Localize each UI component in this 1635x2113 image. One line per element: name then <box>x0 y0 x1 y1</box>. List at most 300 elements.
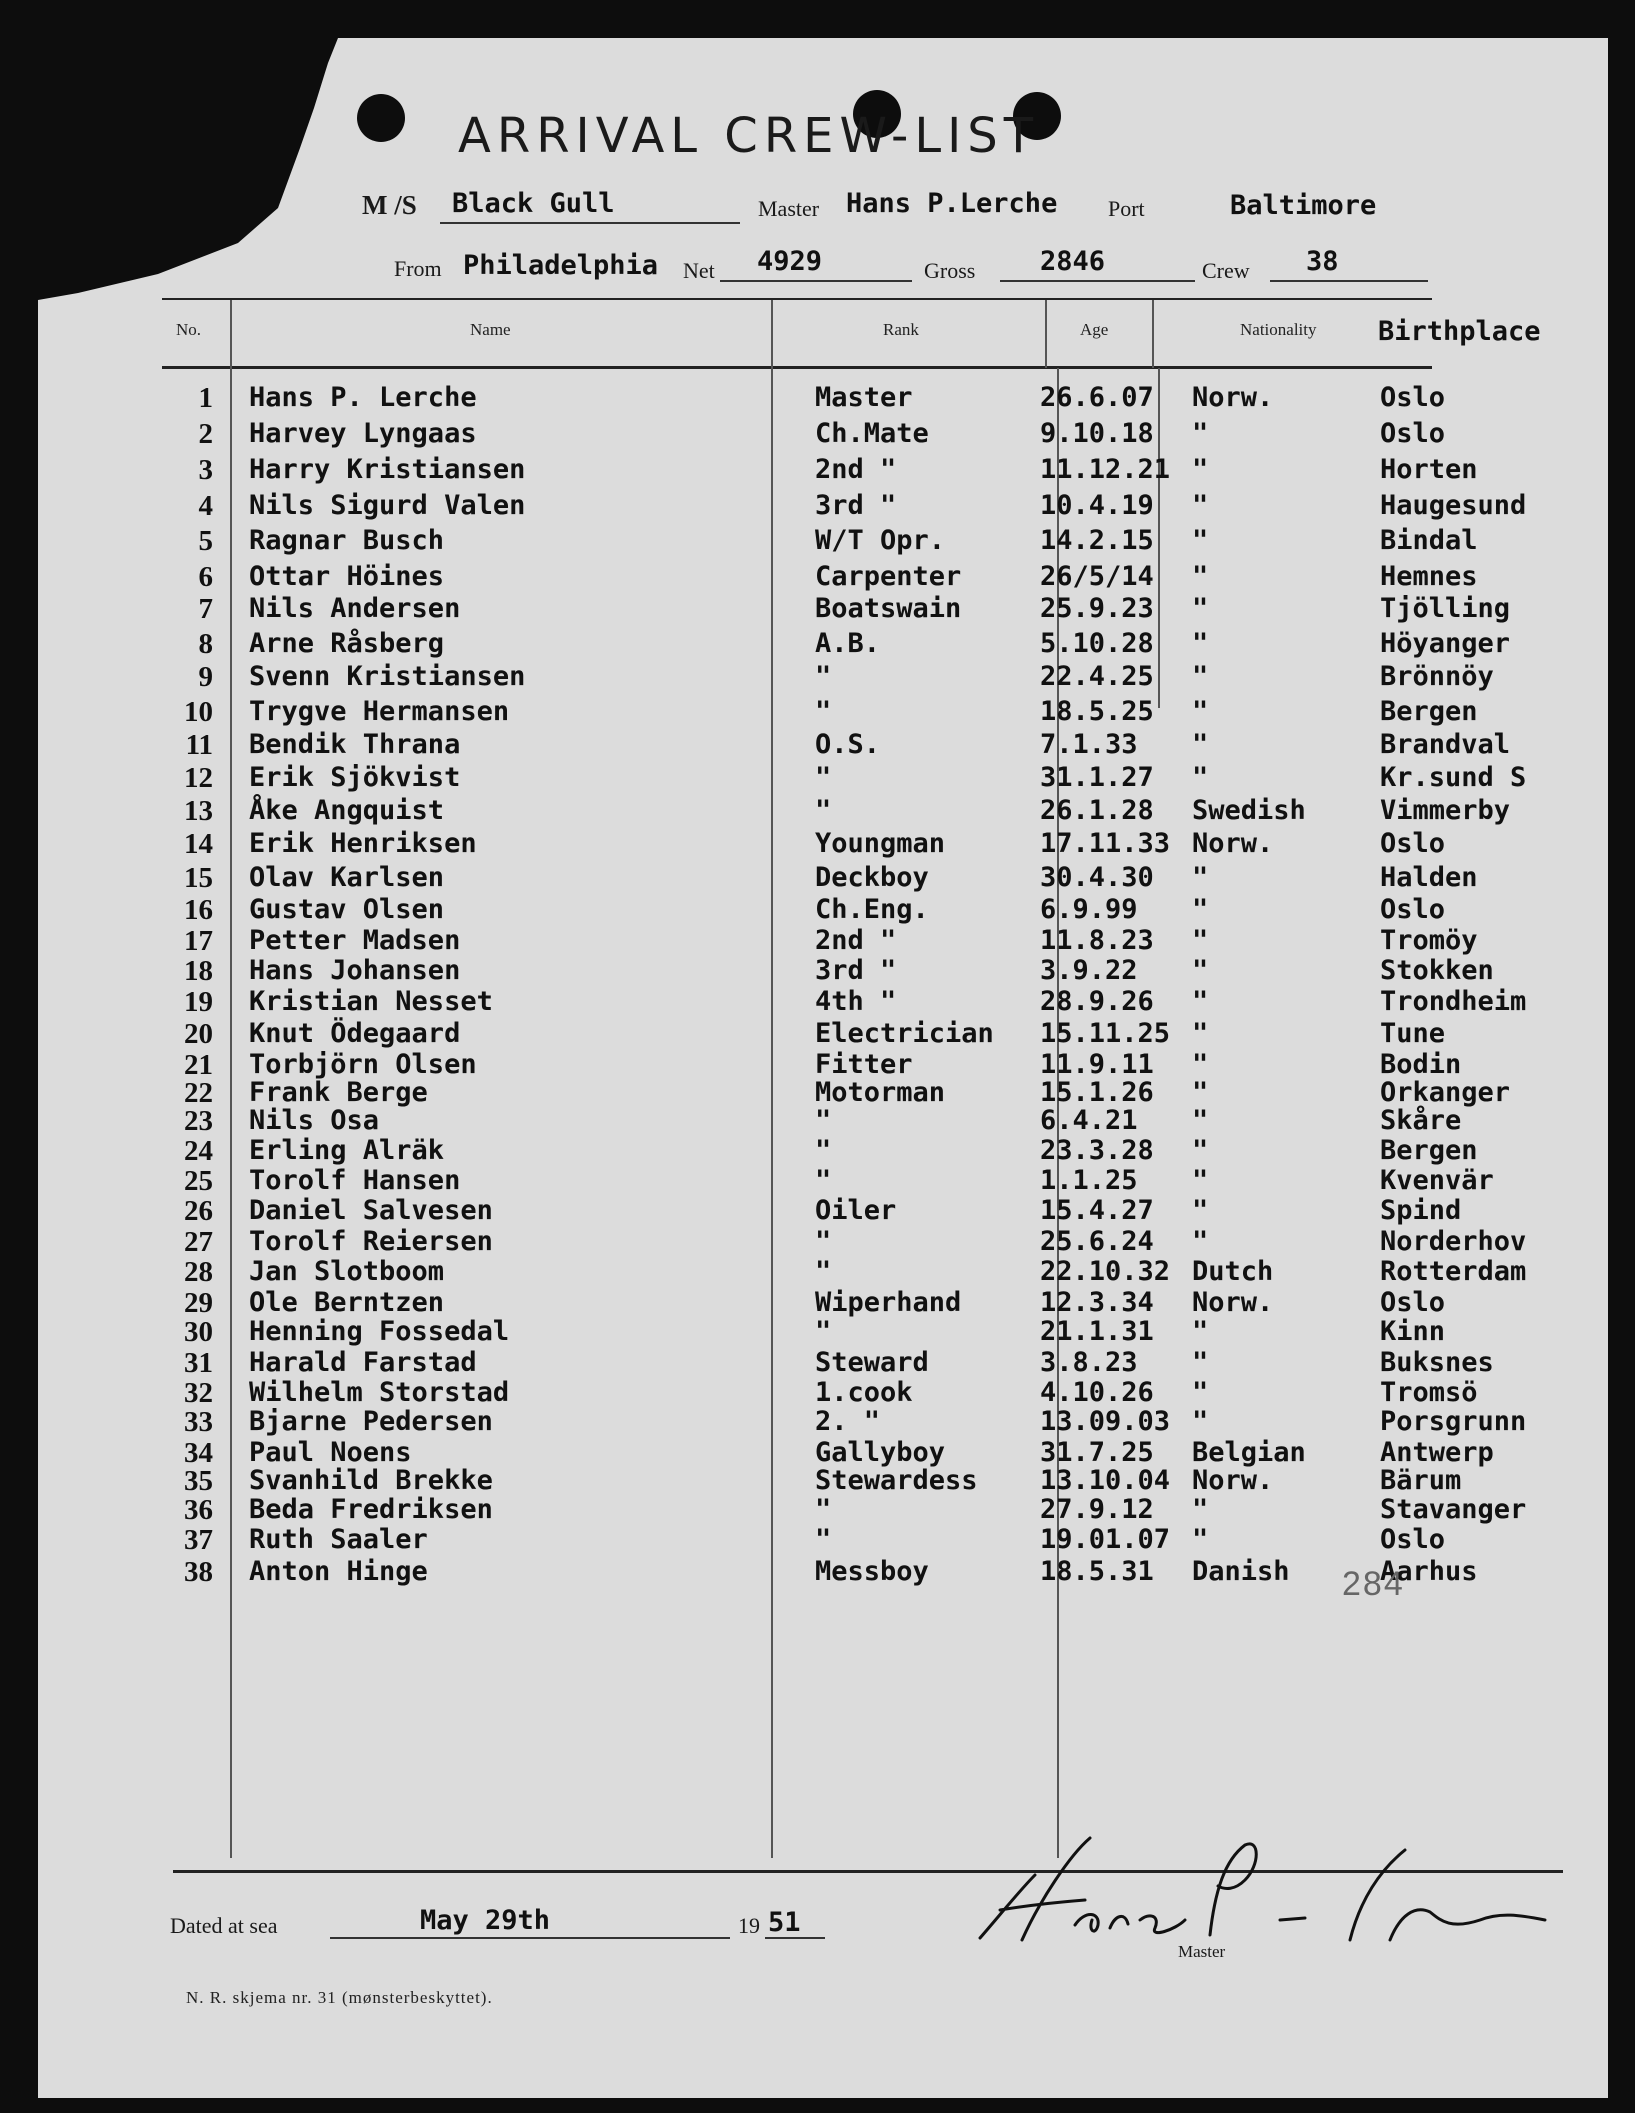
net-line <box>720 280 912 282</box>
cell-birthplace: Rotterdam <box>1380 1256 1527 1287</box>
cell-name: Hans Johansen <box>249 955 461 986</box>
cell-age: 18.5.31 <box>1040 1556 1154 1587</box>
master-signature <box>960 1820 1560 1960</box>
cell-name: Bjarne Pedersen <box>249 1406 493 1437</box>
cell-name: Ruth Saaler <box>249 1524 428 1555</box>
cell-age: 5.10.28 <box>1040 628 1154 659</box>
cell-no: 33 <box>184 1406 213 1438</box>
cell-name: Harry Kristiansen <box>249 454 526 485</box>
cell-name: Anton Hinge <box>249 1556 428 1587</box>
date-line <box>330 1937 730 1939</box>
cell-no: 26 <box>184 1195 213 1227</box>
cell-no: 7 <box>198 593 213 625</box>
table-row <box>0 1105 1635 1135</box>
col-header-age: Age <box>1080 320 1109 339</box>
cell-birthplace: Bergen <box>1380 1135 1478 1166</box>
cell-age: 15.4.27 <box>1040 1195 1154 1226</box>
cell-age: 12.3.34 <box>1040 1287 1154 1318</box>
cell-name: Torolf Reiersen <box>249 1226 493 1257</box>
cell-birthplace: Horten <box>1380 454 1478 485</box>
cell-rank: W/T Opr. <box>815 525 946 556</box>
gross-line <box>1000 280 1195 282</box>
cell-name: Frank Berge <box>249 1077 428 1108</box>
cell-rank: 2. " <box>815 1406 881 1437</box>
cell-age: 21.1.31 <box>1040 1316 1154 1347</box>
cell-nationality: " <box>1192 1406 1209 1437</box>
cell-no: 8 <box>198 628 213 660</box>
cell-no: 20 <box>184 1018 213 1050</box>
table-row <box>0 862 1635 892</box>
cell-age: 4.10.26 <box>1040 1377 1154 1408</box>
cell-name: Harald Farstad <box>249 1347 477 1378</box>
cell-rank: 2nd " <box>815 925 897 956</box>
cell-age: 31.7.25 <box>1040 1437 1154 1468</box>
table-row <box>0 1465 1635 1495</box>
cell-nationality: " <box>1192 1018 1209 1049</box>
page-stamp-number: 284 <box>1342 1565 1405 1603</box>
cell-no: 14 <box>184 828 213 860</box>
cell-nationality: " <box>1192 696 1209 727</box>
cell-no: 38 <box>184 1556 213 1588</box>
cell-name: Svenn Kristiansen <box>249 661 526 692</box>
cell-name: Bendik Thrana <box>249 729 461 760</box>
table-row <box>0 955 1635 985</box>
cell-birthplace: Antwerp <box>1380 1437 1494 1468</box>
cell-no: 6 <box>198 561 213 593</box>
table-row <box>0 1018 1635 1048</box>
cell-name: Erling Alräk <box>249 1135 445 1166</box>
cell-age: 18.5.25 <box>1040 696 1154 727</box>
cell-no: 34 <box>184 1437 213 1469</box>
cell-nationality: " <box>1192 762 1209 793</box>
cell-rank: Steward <box>815 1347 929 1378</box>
cell-no: 15 <box>184 862 213 894</box>
cell-name: Nils Osa <box>249 1105 380 1136</box>
cell-no: 10 <box>184 696 213 728</box>
cell-nationality: " <box>1192 1494 1209 1525</box>
col-header-rank: Rank <box>883 320 919 339</box>
table-row <box>0 418 1635 448</box>
cell-birthplace: Tromöy <box>1380 925 1478 956</box>
cell-no: 12 <box>184 762 213 794</box>
cell-nationality: " <box>1192 561 1209 592</box>
cell-nationality: " <box>1192 986 1209 1017</box>
cell-nationality: Dutch <box>1192 1256 1274 1287</box>
cell-nationality: " <box>1192 418 1209 449</box>
cell-nationality: " <box>1192 729 1209 760</box>
cell-no: 17 <box>184 925 213 957</box>
cell-rank: Carpenter <box>815 561 962 592</box>
cell-nationality: Danish <box>1192 1556 1290 1587</box>
cell-birthplace: Brönnöy <box>1380 661 1494 692</box>
ship-name: Black Gull <box>452 188 615 219</box>
net-tonnage: 4929 <box>757 246 823 277</box>
table-row <box>0 1524 1635 1554</box>
cell-age: 31.1.27 <box>1040 762 1154 793</box>
crew-label: Crew <box>1202 258 1250 283</box>
table-row <box>0 795 1635 825</box>
cell-no: 32 <box>184 1377 213 1409</box>
cell-rank: " <box>815 1524 832 1555</box>
cell-no: 36 <box>184 1494 213 1526</box>
punch-hole-left <box>357 94 405 142</box>
cell-no: 27 <box>184 1226 213 1258</box>
cell-nationality: " <box>1192 1377 1209 1408</box>
cell-birthplace: Tromsö <box>1380 1377 1478 1408</box>
cell-rank: Master <box>815 382 913 413</box>
cell-name: Ole Berntzen <box>249 1287 445 1318</box>
cell-birthplace: Stavanger <box>1380 1494 1527 1525</box>
cell-no: 29 <box>184 1287 213 1319</box>
cell-birthplace: Norderhov <box>1380 1226 1527 1257</box>
cell-nationality: " <box>1192 862 1209 893</box>
table-row <box>0 1049 1635 1079</box>
cell-rank: Fitter <box>815 1049 913 1080</box>
cell-name: Harvey Lyngaas <box>249 418 477 449</box>
cell-no: 16 <box>184 894 213 926</box>
table-row <box>0 925 1635 955</box>
table-row <box>0 454 1635 484</box>
cell-nationality: " <box>1192 1135 1209 1166</box>
cell-name: Hans P. Lerche <box>249 382 477 413</box>
table-row <box>0 490 1635 520</box>
cell-rank: Stewardess <box>815 1465 978 1496</box>
cell-birthplace: Aarhus <box>1380 1556 1478 1587</box>
cell-nationality: " <box>1192 1049 1209 1080</box>
table-row <box>0 661 1635 691</box>
table-row <box>0 696 1635 726</box>
cell-nationality: " <box>1192 490 1209 521</box>
cell-nationality: Norw. <box>1192 382 1274 413</box>
cell-birthplace: Bindal <box>1380 525 1478 556</box>
cell-birthplace: Oslo <box>1380 1524 1446 1555</box>
table-row <box>0 561 1635 591</box>
cell-age: 27.9.12 <box>1040 1494 1154 1525</box>
cell-birthplace: Kinn <box>1380 1316 1446 1347</box>
cell-no: 1 <box>198 382 213 414</box>
cell-age: 23.3.28 <box>1040 1135 1154 1166</box>
cell-age: 1.1.25 <box>1040 1165 1138 1196</box>
cell-age: 30.4.30 <box>1040 862 1154 893</box>
cell-no: 22 <box>184 1077 213 1109</box>
cell-rank: 3rd " <box>815 955 897 986</box>
table-row <box>0 729 1635 759</box>
cell-no: 25 <box>184 1165 213 1197</box>
cell-nationality: " <box>1192 1316 1209 1347</box>
cell-age: 6.4.21 <box>1040 1105 1138 1136</box>
port-label: Port <box>1108 196 1145 221</box>
cell-birthplace: Höyanger <box>1380 628 1511 659</box>
crew-count: 38 <box>1306 246 1339 277</box>
col-header-nationality: Nationality <box>1240 320 1317 339</box>
cell-name: Svanhild Brekke <box>249 1465 493 1496</box>
cell-age: 13.09.03 <box>1040 1406 1171 1437</box>
from-label: From <box>394 256 442 281</box>
form-reference: N. R. skjema nr. 31 (mønsterbeskyttet). <box>186 1988 493 2007</box>
cell-age: 19.01.07 <box>1040 1524 1171 1555</box>
column-divider-rank <box>1045 300 1047 368</box>
gross-label: Gross <box>924 258 976 283</box>
net-label: Net <box>683 258 715 283</box>
table-row <box>0 1195 1635 1225</box>
cell-no: 19 <box>184 986 213 1018</box>
cell-rank: " <box>815 1105 832 1136</box>
cell-rank: Gallyboy <box>815 1437 946 1468</box>
cell-nationality: " <box>1192 1077 1209 1108</box>
table-row <box>0 1077 1635 1107</box>
cell-name: Daniel Salvesen <box>249 1195 493 1226</box>
cell-name: Petter Madsen <box>249 925 461 956</box>
cell-rank: " <box>815 1494 832 1525</box>
table-header-rule <box>162 366 1432 369</box>
cell-name: Olav Karlsen <box>249 862 445 893</box>
cell-birthplace: Oslo <box>1380 1287 1446 1318</box>
cell-name: Ottar Höines <box>249 561 445 592</box>
cell-age: 9.10.18 <box>1040 418 1154 449</box>
gross-tonnage: 2846 <box>1040 246 1106 277</box>
cell-age: 25.9.23 <box>1040 593 1154 624</box>
cell-birthplace: Tune <box>1380 1018 1446 1049</box>
cell-rank: " <box>815 1226 832 1257</box>
cell-nationality: " <box>1192 628 1209 659</box>
cell-nationality: " <box>1192 1347 1209 1378</box>
cell-age: 14.2.15 <box>1040 525 1154 556</box>
cell-no: 3 <box>198 454 213 486</box>
cell-no: 28 <box>184 1256 213 1288</box>
cell-nationality: " <box>1192 454 1209 485</box>
cell-nationality: Norw. <box>1192 828 1274 859</box>
cell-rank: Ch.Eng. <box>815 894 929 925</box>
cell-rank: " <box>815 1316 832 1347</box>
table-row <box>0 1437 1635 1467</box>
from-port: Philadelphia <box>463 250 659 281</box>
cell-birthplace: Bergen <box>1380 696 1478 727</box>
cell-name: Erik Henriksen <box>249 828 477 859</box>
cell-no: 11 <box>185 729 213 761</box>
cell-birthplace: Kr.sund S <box>1380 762 1527 793</box>
cell-nationality: " <box>1192 661 1209 692</box>
table-row <box>0 1287 1635 1317</box>
cell-name: Henning Fossedal <box>249 1316 510 1347</box>
table-row <box>0 1316 1635 1346</box>
cell-name: Torbjörn Olsen <box>249 1049 477 1080</box>
cell-no: 24 <box>184 1135 213 1167</box>
cell-birthplace: Spind <box>1380 1195 1462 1226</box>
cell-rank: Boatswain <box>815 593 962 624</box>
year-suffix: 51 <box>768 1907 801 1938</box>
cell-nationality: Norw. <box>1192 1287 1274 1318</box>
cell-birthplace: Hemnes <box>1380 561 1478 592</box>
cell-rank: " <box>815 762 832 793</box>
table-row <box>0 1256 1635 1286</box>
cell-name: Erik Sjökvist <box>249 762 461 793</box>
cell-name: Ragnar Busch <box>249 525 445 556</box>
col-header-name: Name <box>470 320 511 339</box>
master-name: Hans P.Lerche <box>846 188 1058 219</box>
cell-rank: 4th " <box>815 986 897 1017</box>
cell-birthplace: Kvenvär <box>1380 1165 1494 1196</box>
cell-rank: 3rd " <box>815 490 897 521</box>
cell-rank: Messboy <box>815 1556 929 1587</box>
cell-name: Arne Råsberg <box>249 628 445 659</box>
cell-rank: " <box>815 1165 832 1196</box>
cell-name: Kristian Nesset <box>249 986 493 1017</box>
cell-no: 30 <box>184 1316 213 1348</box>
cell-birthplace: Buksnes <box>1380 1347 1494 1378</box>
cell-age: 25.6.24 <box>1040 1226 1154 1257</box>
cell-rank: Motorman <box>815 1077 946 1108</box>
cell-birthplace: Tjölling <box>1380 593 1511 624</box>
cell-rank: 2nd " <box>815 454 897 485</box>
cell-rank: " <box>815 696 832 727</box>
year-line <box>765 1937 825 1939</box>
table-row <box>0 1347 1635 1377</box>
table-row <box>0 593 1635 623</box>
cell-rank: Youngman <box>815 828 946 859</box>
cell-birthplace: Skåre <box>1380 1105 1462 1136</box>
table-row <box>0 1377 1635 1407</box>
cell-nationality: Swedish <box>1192 795 1306 826</box>
cell-age: 11.9.11 <box>1040 1049 1154 1080</box>
cell-nationality: " <box>1192 593 1209 624</box>
cell-birthplace: Oslo <box>1380 828 1446 859</box>
cell-rank: Deckboy <box>815 862 929 893</box>
col-header-no: No. <box>176 320 202 339</box>
cell-name: Gustav Olsen <box>249 894 445 925</box>
table-row <box>0 1226 1635 1256</box>
cell-no: 9 <box>198 661 213 693</box>
cell-age: 13.10.04 <box>1040 1465 1171 1496</box>
ship-name-line <box>440 222 740 224</box>
col-header-birthplace: Birthplace <box>1378 316 1541 347</box>
cell-rank: 1.cook <box>815 1377 913 1408</box>
cell-age: 3.9.22 <box>1040 955 1138 986</box>
port-value: Baltimore <box>1230 190 1377 221</box>
cell-name: Jan Slotboom <box>249 1256 445 1287</box>
cell-rank: Oiler <box>815 1195 897 1226</box>
cell-age: 11.12.21 <box>1040 454 1171 485</box>
cell-name: Beda Fredriksen <box>249 1494 493 1525</box>
cell-rank: Ch.Mate <box>815 418 929 449</box>
cell-age: 7.1.33 <box>1040 729 1138 760</box>
column-divider-age <box>1152 300 1154 368</box>
master-signature-label: Master <box>1178 1942 1226 1961</box>
cell-nationality: " <box>1192 1524 1209 1555</box>
cell-nationality: " <box>1192 1165 1209 1196</box>
ms-label: M /S <box>362 190 417 220</box>
cell-nationality: " <box>1192 955 1209 986</box>
cell-no: 35 <box>184 1465 213 1497</box>
cell-name: Torolf Hansen <box>249 1165 461 1196</box>
master-label: Master <box>758 196 820 221</box>
cell-nationality: Belgian <box>1192 1437 1306 1468</box>
cell-no: 18 <box>184 955 213 987</box>
cell-no: 4 <box>198 490 213 522</box>
cell-birthplace: Oslo <box>1380 382 1446 413</box>
cell-rank: " <box>815 1135 832 1166</box>
cell-birthplace: Oslo <box>1380 894 1446 925</box>
cell-name: Wilhelm Storstad <box>249 1377 510 1408</box>
cell-age: 10.4.19 <box>1040 490 1154 521</box>
table-row <box>0 628 1635 658</box>
table-row <box>0 525 1635 555</box>
cell-age: 11.8.23 <box>1040 925 1154 956</box>
cell-rank: Electrician <box>815 1018 994 1049</box>
cell-birthplace: Halden <box>1380 862 1478 893</box>
cell-birthplace: Bodin <box>1380 1049 1462 1080</box>
cell-age: 26.6.07 <box>1040 382 1154 413</box>
cell-nationality: " <box>1192 894 1209 925</box>
table-row <box>0 762 1635 792</box>
cell-no: 23 <box>184 1105 213 1137</box>
cell-no: 21 <box>184 1049 213 1081</box>
cell-name: Nils Sigurd Valen <box>249 490 526 521</box>
cell-nationality: " <box>1192 525 1209 556</box>
cell-nationality: " <box>1192 1226 1209 1257</box>
table-row <box>0 986 1635 1016</box>
table-row <box>0 1406 1635 1436</box>
crew-line <box>1270 280 1428 282</box>
table-row <box>0 894 1635 924</box>
cell-name: Knut Ödegaard <box>249 1018 461 1049</box>
cell-no: 37 <box>184 1524 213 1556</box>
table-top-rule <box>162 298 1432 300</box>
cell-name: Åke Angquist <box>249 795 445 826</box>
table-row <box>0 382 1635 412</box>
cell-birthplace: Oslo <box>1380 418 1446 449</box>
table-row <box>0 1494 1635 1524</box>
cell-nationality: " <box>1192 1105 1209 1136</box>
cell-nationality: " <box>1192 1195 1209 1226</box>
cell-rank: " <box>815 1256 832 1287</box>
cell-age: 22.4.25 <box>1040 661 1154 692</box>
cell-birthplace: Porsgrunn <box>1380 1406 1527 1437</box>
table-row <box>0 1165 1635 1195</box>
cell-birthplace: Orkanger <box>1380 1077 1511 1108</box>
cell-age: 26/5/14 <box>1040 561 1154 592</box>
cell-no: 5 <box>198 525 213 557</box>
cell-nationality: " <box>1192 925 1209 956</box>
cell-rank: " <box>815 795 832 826</box>
dated-label: Dated at sea <box>170 1913 278 1938</box>
cell-birthplace: Brandval <box>1380 729 1511 760</box>
table-row <box>0 828 1635 858</box>
cell-rank: A.B. <box>815 628 881 659</box>
cell-no: 2 <box>198 418 213 450</box>
cell-birthplace: Stokken <box>1380 955 1494 986</box>
cell-birthplace: Bärum <box>1380 1465 1462 1496</box>
dated-value: May 29th <box>420 1905 551 1936</box>
document-title: ARRIVAL CREW-LIST <box>458 108 1040 164</box>
cell-age: 22.10.32 <box>1040 1256 1171 1287</box>
table-row <box>0 1135 1635 1165</box>
year-prefix: 19 <box>738 1913 760 1938</box>
cell-no: 31 <box>184 1347 213 1379</box>
cell-name: Trygve Hermansen <box>249 696 510 727</box>
cell-age: 15.1.26 <box>1040 1077 1154 1108</box>
cell-rank: " <box>815 661 832 692</box>
cell-no: 13 <box>184 795 213 827</box>
cell-age: 3.8.23 <box>1040 1347 1138 1378</box>
cell-name: Nils Andersen <box>249 593 461 624</box>
cell-age: 6.9.99 <box>1040 894 1138 925</box>
cell-age: 28.9.26 <box>1040 986 1154 1017</box>
cell-age: 15.11.25 <box>1040 1018 1171 1049</box>
cell-rank: Wiperhand <box>815 1287 962 1318</box>
cell-age: 17.11.33 <box>1040 828 1171 859</box>
cell-name: Paul Noens <box>249 1437 412 1468</box>
cell-birthplace: Trondheim <box>1380 986 1527 1017</box>
